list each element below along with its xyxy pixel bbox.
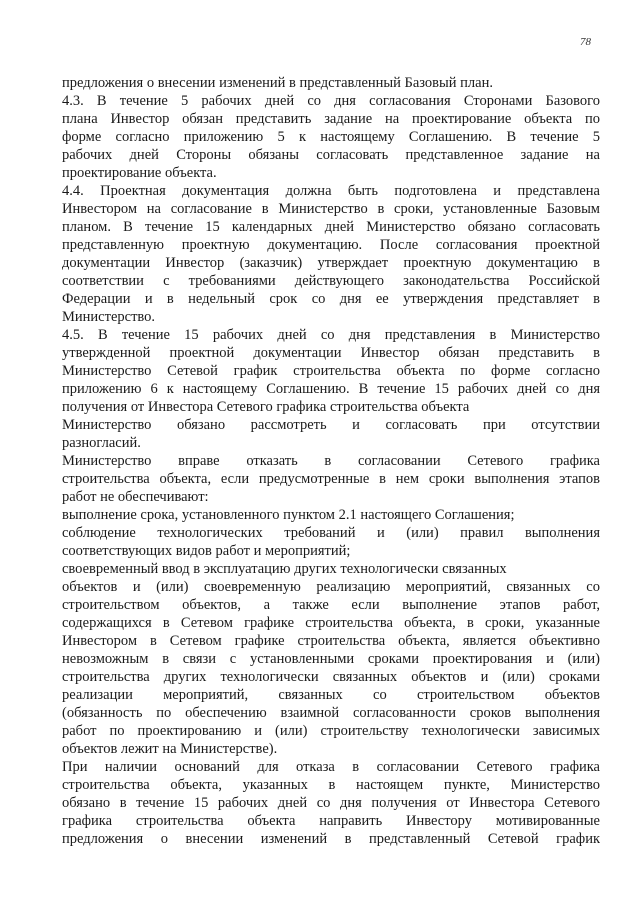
text-line: выполнение срока, установленного пунктом 2.1 настоящего Соглашения; bbox=[62, 507, 515, 523]
text-line: соответствии с требованиями действующего законодательства Российской bbox=[62, 273, 600, 289]
text-line: своевременный ввод в эксплуатацию других технологически связанных bbox=[62, 561, 507, 577]
text-line: работ по проектированию и (или) строительству технологически зависимых bbox=[62, 723, 600, 739]
page-number: 78 bbox=[580, 36, 591, 48]
text-line: строительством объектов, а также если выполнение этапов работ, bbox=[62, 597, 600, 613]
text-line: документации Инвестор (заказчик) утверждает проектную документацию в bbox=[62, 255, 600, 271]
text-line: планом. В течение 15 календарных дней Министерство обязано согласовать bbox=[62, 219, 600, 235]
text-line: объектов лежит на Министерстве). bbox=[62, 741, 278, 757]
text-line: предложения о внесении изменений в представленный Базовый план. bbox=[62, 75, 493, 91]
text-line: соблюдение технологических требований и (или) правил выполнения bbox=[62, 525, 600, 541]
text-line: графика строительства объекта направить Инвестору мотивированные bbox=[62, 813, 600, 829]
text-line: представленную проектную документацию. После согласования проектной bbox=[62, 237, 600, 253]
text-line: 4.5. В течение 15 рабочих дней со дня представления в Министерство bbox=[62, 327, 600, 343]
text-line: строительства других технологически связанных объектов и (или) сроками bbox=[62, 669, 600, 685]
text-line: утвержденной проектной документации Инвестор обязан представить в bbox=[62, 345, 600, 361]
text-line: Министерство Сетевой график строительства объекта по форме согласно bbox=[62, 363, 600, 379]
document-body bbox=[62, 74, 600, 848]
text-line: Министерство обязано рассмотреть и согласовать при отсутствии bbox=[62, 417, 600, 433]
text-line: приложению 6 к настоящему Соглашению. В течение 15 рабочих дней со дня bbox=[62, 381, 600, 397]
text-line: строительства объекта, указанных в настоящем пункте, Министерство bbox=[62, 777, 600, 793]
text-line: соответствующих видов работ и мероприятий; bbox=[62, 543, 351, 559]
text-line: рабочих дней Стороны обязаны согласовать представленное задание на bbox=[62, 147, 600, 163]
text-line: получения от Инвестора Сетевого графика строительства объекта bbox=[62, 399, 470, 415]
text-line: 4.3. В течение 5 рабочих дней со дня согласования Сторонами Базового bbox=[62, 93, 600, 109]
text-line: плана Инвестор обязан представить задание на проектирование объекта по bbox=[62, 111, 600, 127]
text-line: При наличии оснований для отказа в согласовании Сетевого графика bbox=[62, 759, 600, 775]
text-line: предложения о внесении изменений в представленный Сетевой график bbox=[62, 831, 600, 847]
text-line: проектирование объекта. bbox=[62, 165, 217, 181]
text-line: 4.4. Проектная документация должна быть подготовлена и представлена bbox=[62, 183, 600, 199]
text-line: Министерство. bbox=[62, 309, 156, 325]
text-line: работ не обеспечивают: bbox=[62, 489, 209, 505]
text-line: реализации мероприятий, связанных со строительством объектов bbox=[62, 687, 600, 703]
text-line: строительства объекта, если предусмотренные в нем сроки выполнения этапов bbox=[62, 471, 600, 487]
text-line: (обязанность по обеспечению взаимной согласованности сроков выполнения bbox=[62, 705, 600, 721]
text-line: Инвестором в Сетевом графике строительства объекта, является объективно bbox=[62, 633, 600, 649]
text-line: форме согласно приложению 5 к настоящему Соглашению. В течение 5 bbox=[62, 129, 600, 145]
text-line: Федерации и в недельный срок со дня ее утверждения представляет в bbox=[62, 291, 600, 307]
text-line: объектов и (или) своевременную реализацию мероприятий, связанных со bbox=[62, 579, 600, 595]
text-line: обязано в течение 15 рабочих дней со дня получения от Инвестора Сетевого bbox=[62, 795, 600, 811]
text-line: разногласий. bbox=[62, 435, 141, 451]
text-line: Инвестором на согласование в Министерство в сроки, установленные Базовым bbox=[62, 201, 600, 217]
text-line: невозможным в связи с установленными сроками проектирования и (или) bbox=[62, 651, 600, 667]
text-line: содержащихся в Сетевом графике строительства объекта, в сроки, указанные bbox=[62, 615, 600, 631]
text-line: Министерство вправе отказать в согласовании Сетевого графика bbox=[62, 453, 600, 469]
